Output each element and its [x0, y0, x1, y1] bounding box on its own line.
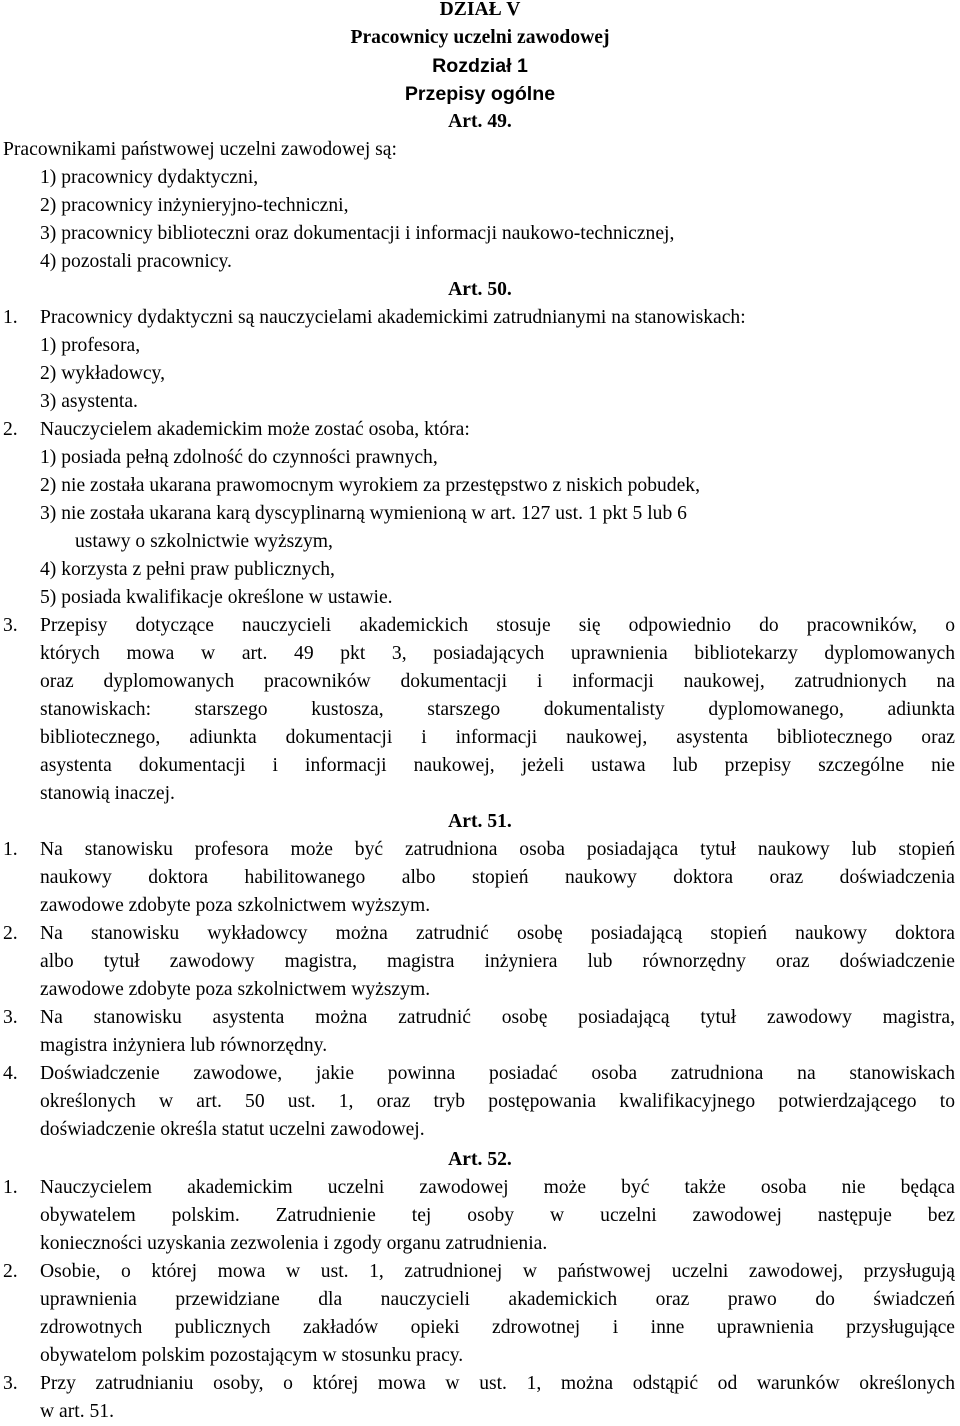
paragraph-line: obywatelom polskim pozostającym w stosunku pracy.	[40, 1345, 464, 1366]
paragraph-text: Pracownicy dydaktyczni są nauczycielami akademickimi zatrudnianymi na stanowiskach:	[40, 307, 746, 328]
list-item: 1) profesora,	[40, 335, 141, 356]
article-intro: Pracownikami państwowej uczelni zawodowej są:	[3, 139, 397, 160]
paragraph-line: obywatelem polskim. Zatrudnienie tej osoby w uczelni zawodowej następuje bez	[40, 1205, 955, 1226]
article-title: Art. 51.	[448, 811, 512, 832]
list-item: 4) korzysta z pełni praw publicznych,	[40, 559, 335, 580]
paragraph-line: stanowią inaczej.	[40, 783, 175, 804]
section-heading: DZIAŁ V	[439, 0, 521, 20]
paragraph-line: doświadczenie określa statut uczelni zawodowej.	[40, 1119, 425, 1140]
paragraph-line: asystenta dokumentacji i informacji naukowej, jeżeli ustawa lub przepisy szczególne nie	[40, 755, 955, 776]
paragraph-line: Nauczycielem akademickim uczelni zawodowej może być także osoba nie będąca	[40, 1177, 955, 1198]
paragraph-number: 3.	[3, 1007, 18, 1028]
paragraph-line: bibliotecznego, adiunkta dokumentacji i informacji naukowej, asystenta bibliotecznego oraz	[40, 727, 955, 748]
paragraph-number: 1.	[3, 839, 18, 860]
paragraph-line: Na stanowisku wykładowcy można zatrudnić osobę posiadającą stopień naukowy doktora	[40, 923, 955, 944]
list-item: 5) posiada kwalifikacje określone w ustawie.	[40, 587, 393, 608]
section-title: Pracownicy uczelni zawodowej	[350, 27, 610, 48]
paragraph-line: w art. 51.	[40, 1401, 115, 1422]
list-item: 4) pozostali pracownicy.	[40, 251, 232, 272]
paragraph-line: których mowa w art. 49 pkt 3, posiadających uprawnienia bibliotekarzy dyplomowanych	[40, 643, 955, 664]
paragraph-number: 4.	[3, 1063, 18, 1084]
paragraph-line: zawodowe zdobyte poza szkolnictwem wyższym.	[40, 979, 431, 1000]
paragraph-line: uprawnienia przewidziane dla nauczycieli akademickich oraz prawo do świadczeń	[40, 1289, 955, 1310]
article-title: Art. 49.	[448, 111, 512, 132]
paragraph-line: oraz dyplomowanych pracowników dokumentacji i informacji naukowej, zatrudnionych na	[40, 671, 955, 692]
list-item: 3) asystenta.	[40, 391, 138, 412]
chapter-heading: Rozdział 1	[432, 55, 528, 77]
chapter-title: Przepisy ogólne	[404, 83, 556, 105]
paragraph-line: magistra inżyniera lub równorzędny.	[40, 1035, 328, 1056]
list-item: 1) posiada pełną zdolność do czynności prawnych,	[40, 447, 438, 468]
paragraph-line: zawodowe zdobyte poza szkolnictwem wyższym.	[40, 895, 431, 916]
list-item: 3) pracownicy biblioteczni oraz dokumentacji i informacji naukowo-technicznej,	[40, 223, 675, 244]
paragraph-line: Na stanowisku profesora może być zatrudniona osoba posiadająca tytuł naukowy lub stopień	[40, 839, 955, 860]
article-title: Art. 50.	[448, 279, 512, 300]
paragraph-line: naukowy doktora habilitowanego albo stopień naukowy doktora oraz doświadczenia	[40, 867, 955, 888]
paragraph-line: określonych w art. 50 ust. 1, oraz tryb postępowania kwalifikacyjnego potwierdzającego to	[40, 1091, 955, 1112]
paragraph-line: stanowiskach: starszego kustosza, starszego dokumentalisty dyplomowanego, adiunkta	[40, 699, 955, 720]
paragraph-number: 2.	[3, 923, 18, 944]
paragraph-number: 2.	[3, 419, 18, 440]
paragraph-number: 1.	[3, 1177, 18, 1198]
paragraph-number: 2.	[3, 1261, 18, 1282]
list-item: 2) nie została ukarana prawomocnym wyrokiem za przestępstwo z niskich pobudek,	[40, 475, 700, 496]
paragraph-line: zdrowotnych publicznych zakładów opieki zdrowotnej i inne uprawnienia przysługujące	[40, 1317, 955, 1338]
article-title: Art. 52.	[448, 1149, 512, 1170]
list-item-continuation: ustawy o szkolnictwie wyższym,	[75, 531, 333, 552]
paragraph-line: Doświadczenie zawodowe, jakie powinna posiadać osoba zatrudniona na stanowiskach	[40, 1063, 955, 1084]
paragraph-line: Osobie, o której mowa w ust. 1, zatrudnionej w państwowej uczelni zawodowej, przysługują	[40, 1261, 955, 1282]
list-item: 3) nie została ukarana karą dyscyplinarną wymienioną w art. 127 ust. 1 pkt 5 lub 6	[40, 503, 687, 524]
list-item: 1) pracownicy dydaktyczni,	[40, 167, 259, 188]
paragraph-number: 1.	[3, 307, 18, 328]
paragraph-line: Na stanowisku asystenta można zatrudnić osobę posiadającą tytuł zawodowy magistra,	[40, 1007, 955, 1028]
paragraph-line: konieczności uzyskania zezwolenia i zgody organu zatrudnienia.	[40, 1233, 548, 1254]
list-item: 2) wykładowcy,	[40, 363, 165, 384]
paragraph-number: 3.	[3, 615, 18, 636]
paragraph-line: albo tytuł zawodowy magistra, magistra inżyniera lub równorzędny oraz doświadczenie	[40, 951, 955, 972]
paragraph-number: 3.	[3, 1373, 18, 1394]
paragraph-line: Przepisy dotyczące nauczycieli akademickich stosuje się odpowiednio do pracowników, o	[40, 615, 955, 636]
paragraph-text: Nauczycielem akademickim może zostać osoba, która:	[40, 419, 470, 440]
list-item: 2) pracownicy inżynieryjno-techniczni,	[40, 195, 349, 216]
paragraph-line: Przy zatrudnianiu osoby, o której mowa w ust. 1, można odstąpić od warunków określonych	[40, 1373, 955, 1394]
